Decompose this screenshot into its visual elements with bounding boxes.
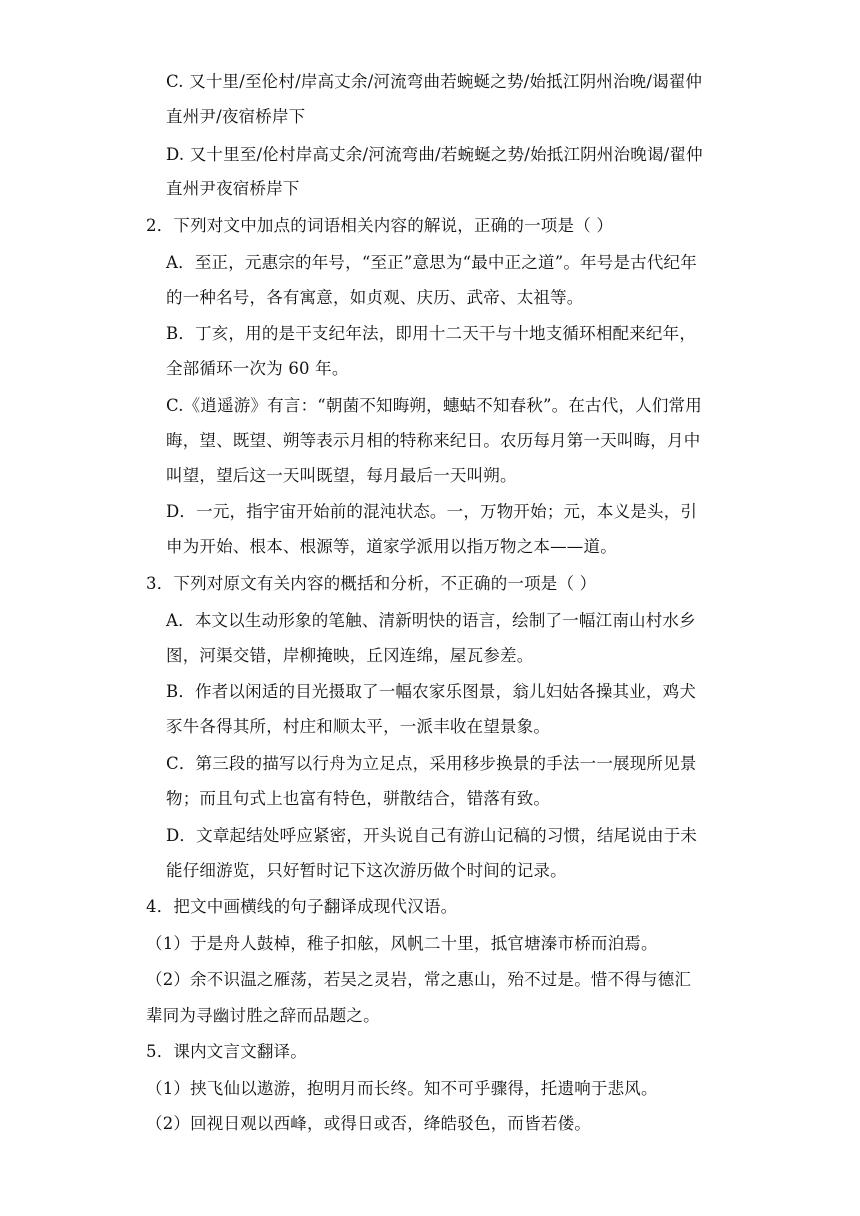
q5-stem: 5．课内文言文翻译。 (146, 1042, 307, 1061)
q2-option-d-line-2: 申为开始、根本、根源等，道家学派用以指万物之本——道。 (166, 537, 617, 556)
q4-sub-1-line-1: （1）于是舟人鼓棹，稚子扣舷，风帆二十里，抵官塘溱市桥而泊焉。 (146, 934, 658, 953)
q3-option-c-line-1: C．第三段的描写以行舟为立足点，采用移步换景的手法一一展现所见景 (166, 754, 697, 773)
q1-option-d-line-1: D. 又十里至/伦村岸高丈余/河流弯曲/若蜿蜒之势/始抵江阴州治晚谒/翟仲 (166, 145, 703, 164)
q2-stem: 2．下列对文中加点的词语相关内容的解说，正确的一项是（ ） (146, 216, 614, 235)
q5-sub-1-line-1: （1）挟飞仙以遨游，抱明月而长终。知不可乎骤得，托遗响于悲风。 (146, 1079, 658, 1098)
q3-option-c-line-2: 物；而且句式上也富有特色，骈散结合，错落有致。 (166, 789, 551, 808)
q4-sub-2-line-1: （2）余不识温之雁荡，若吴之灵岩，常之惠山，殆不过是。惜不得与德汇 (146, 970, 692, 989)
q2-option-b-line-1: B．丁亥，用的是干支纪年法，即用十二天干与十地支循环相配来纪年， (166, 324, 697, 343)
q2-option-a-line-1: A．至正，元惠宗的年号，“至正”意思为“最中正之道”。年号是古代纪年 (166, 253, 697, 272)
q2-option-b-line-2: 全部循环一次为 60 年。 (166, 359, 349, 378)
q1-option-d-line-2: 直州尹夜宿桥岸下 (166, 179, 300, 198)
q2-option-c-line-2: 晦，望、既望、朔等表示月相的特称来纪日。农历每月第一天叫晦，月中 (166, 431, 701, 450)
q2-option-d-line-1: D．一元，指宇宙开始前的混沌状态。一，万物开始；元，本义是头，引 (166, 502, 698, 521)
q3-option-a-line-1: A．本文以生动形象的笔触、清新明快的语言，绘制了一幅江南山村水乡 (166, 611, 696, 630)
q1-option-c-line-1: C. 又十里/至伦村/岸高丈余/河流弯曲若蜿蜒之势/始抵江阴州治晚/谒翟仲 (166, 72, 703, 91)
q5-sub-2-line-1: （2）回视日观以西峰，或得日或否，绛皓驳色，而皆若偻。 (146, 1114, 591, 1133)
q3-option-a-line-2: 图，河渠交错，岸柳掩映，丘冈连绵，屋瓦参差。 (166, 646, 534, 665)
q3-option-b-line-1: B．作者以闲适的目光摄取了一幅农家乐图景，翁儿妇姑各操其业，鸡犬 (166, 682, 697, 701)
q3-stem: 3．下列对原文有关内容的概括和分析，不正确的一项是（ ） (146, 574, 597, 593)
q3-option-b-line-2: 豕牛各得其所，村庄和顺太平，一派丰收在望景象。 (166, 717, 551, 736)
q4-stem: 4．把文中画横线的句子翻译成现代汉语。 (146, 897, 458, 916)
q2-option-c-line-3: 叫望，望后这一天叫既望，每月最后一天叫朔。 (166, 466, 517, 485)
q4-sub-2-line-2: 辈同为寻幽讨胜之辞而品题之。 (146, 1006, 380, 1025)
q1-option-c-line-2: 直州尹/夜宿桥岸下 (166, 107, 306, 126)
q3-option-d-line-1: D．文章起结处呼应紧密，开头说自己有游山记稿的习惯，结尾说由于未 (166, 826, 698, 845)
q3-option-d-line-2: 能仔细游览，只好暂时记下这次游历做个时间的记录。 (166, 861, 567, 880)
q2-option-a-line-2: 的一种名号，各有寓意，如贞观、庆历、武帝、太祖等。 (166, 288, 584, 307)
q2-option-c-line-1: C.《逍遥游》有言：“朝菌不知晦朔，蟪蛄不知春秋”。在古代，人们常用 (166, 396, 702, 415)
